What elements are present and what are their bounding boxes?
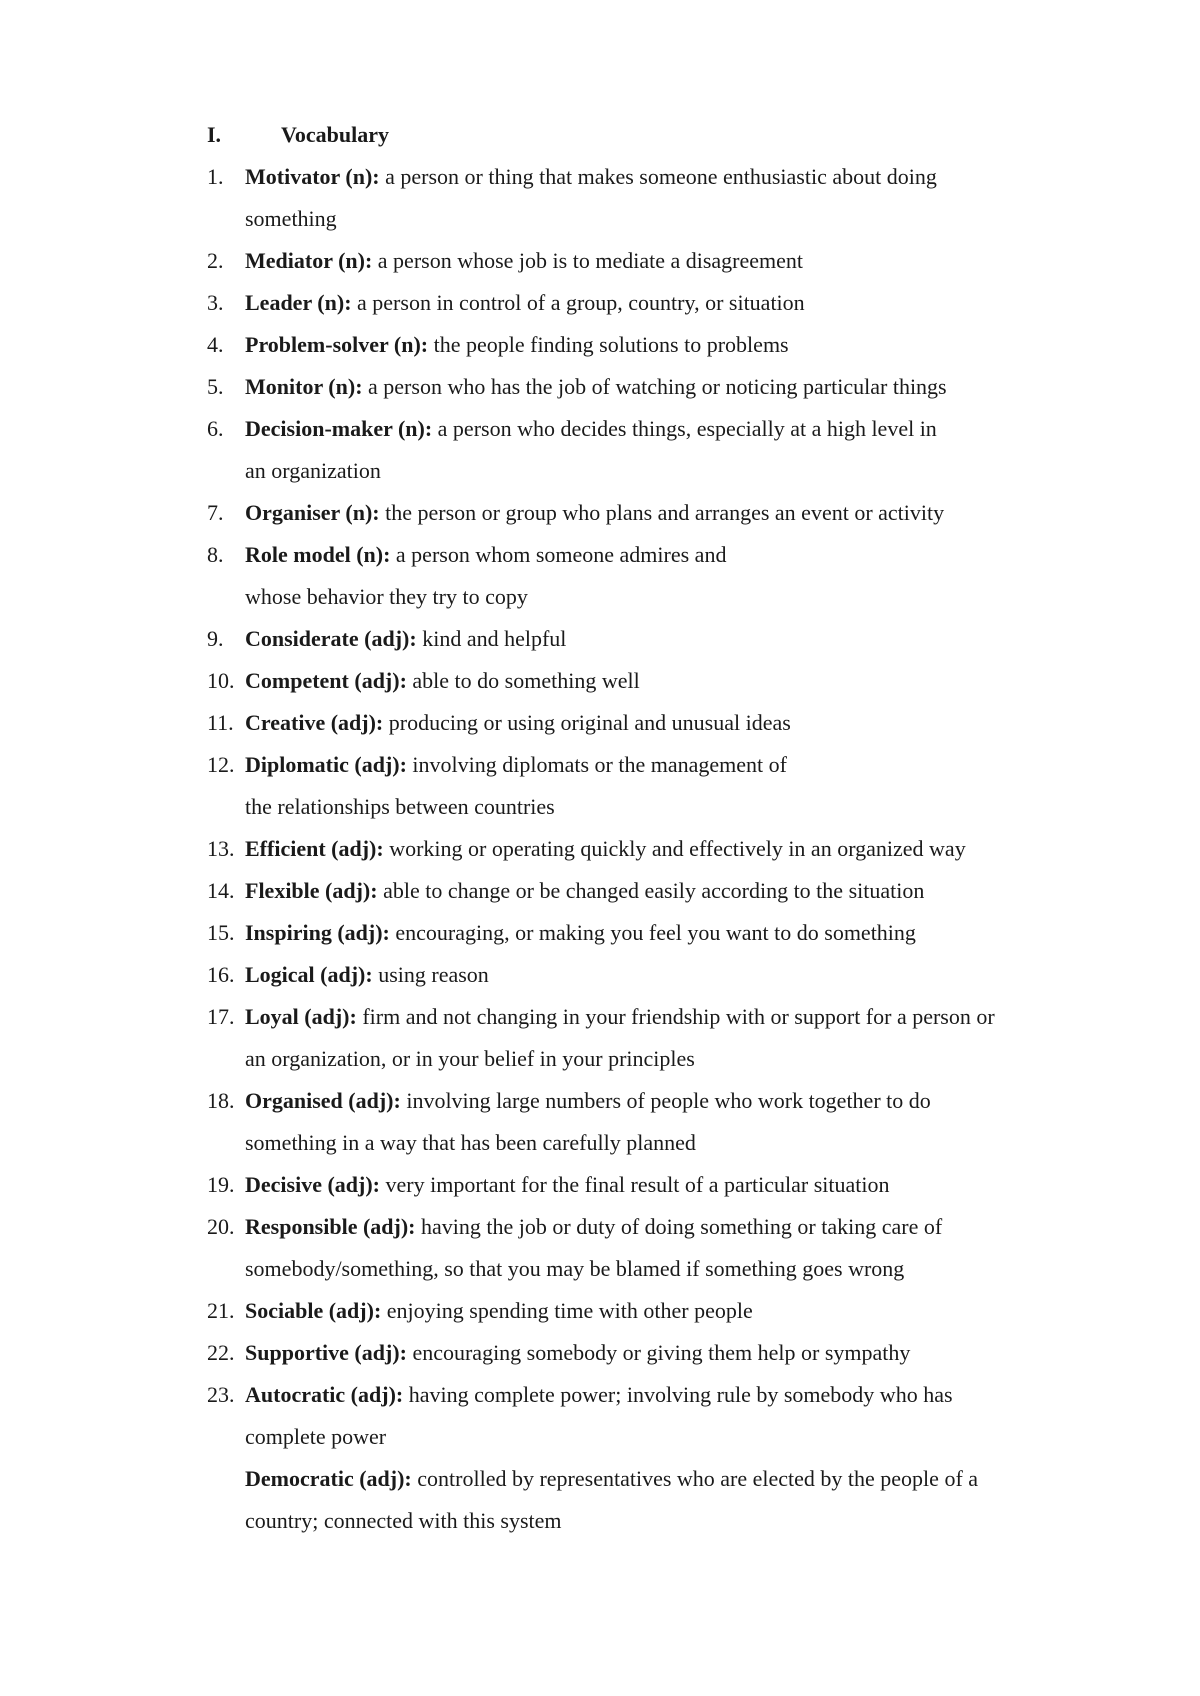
entry-line bbox=[245, 282, 1110, 324]
vocabulary-entry bbox=[0, 996, 1200, 1080]
entry-line bbox=[245, 156, 1110, 198]
entry-definition: working or operating quickly and effectively in an organized way bbox=[383, 836, 966, 861]
entry-term: Sociable (adj): bbox=[245, 1298, 382, 1323]
section-title: Vocabulary bbox=[281, 122, 389, 147]
vocabulary-entry bbox=[0, 324, 1200, 366]
entry-term: Role model (n): bbox=[245, 542, 391, 567]
entry-definition: having the job or duty of doing something or taking care of bbox=[415, 1214, 943, 1239]
vocabulary-entry bbox=[0, 366, 1200, 408]
entry-definition: encouraging, or making you feel you want to do something bbox=[389, 920, 916, 945]
entry-number: 8. bbox=[207, 542, 224, 567]
entry-number: 16. bbox=[207, 962, 235, 987]
vocabulary-entry bbox=[0, 156, 1200, 240]
entry-line bbox=[245, 996, 1110, 1038]
entry-line bbox=[245, 786, 1110, 828]
entry-term: Decisive (adj): bbox=[245, 1172, 381, 1197]
entry-definition: an organization, or in your belief in your principles bbox=[245, 1046, 695, 1071]
entry-term: Decision-maker (n): bbox=[245, 416, 433, 441]
entry-number: 12. bbox=[207, 752, 235, 777]
entry-term: Efficient (adj): bbox=[245, 836, 384, 861]
entry-definition: somebody/something, so that you may be blamed if something goes wrong bbox=[245, 1256, 905, 1281]
entry-definition: firm and not changing in your friendship with or support for a person or bbox=[356, 1004, 995, 1029]
entry-definition: country; connected with this system bbox=[245, 1508, 562, 1533]
vocabulary-list bbox=[0, 156, 1200, 1542]
entry-term: Organised (adj): bbox=[245, 1088, 401, 1113]
vocabulary-entry bbox=[0, 912, 1200, 954]
entry-line bbox=[245, 408, 1110, 450]
entry-line bbox=[245, 576, 1110, 618]
entry-term: Motivator (n): bbox=[245, 164, 380, 189]
entry-term: Logical (adj): bbox=[245, 962, 373, 987]
entry-number: 10. bbox=[207, 668, 235, 693]
entry-definition: something bbox=[245, 206, 337, 231]
entry-line bbox=[245, 1416, 1110, 1458]
vocabulary-entry bbox=[0, 408, 1200, 492]
entry-number: 4. bbox=[207, 332, 224, 357]
vocabulary-entry bbox=[0, 1206, 1200, 1290]
entry-line bbox=[245, 1206, 1110, 1248]
entry-term: Mediator (n): bbox=[245, 248, 373, 273]
entry-definition: a person whom someone admires and bbox=[390, 542, 727, 567]
entry-definition: a person whose job is to mediate a disagreement bbox=[372, 248, 804, 273]
entry-definition: involving large numbers of people who work together to do bbox=[400, 1088, 931, 1113]
entry-term: Supportive (adj): bbox=[245, 1340, 407, 1365]
vocabulary-entry bbox=[0, 660, 1200, 702]
entry-number: 17. bbox=[207, 1004, 235, 1029]
entry-term: Flexible (adj): bbox=[245, 878, 378, 903]
vocabulary-entry bbox=[0, 870, 1200, 912]
entry-line bbox=[245, 1080, 1110, 1122]
entry-definition: enjoying spending time with other people bbox=[381, 1298, 753, 1323]
entry-line bbox=[245, 1374, 1110, 1416]
entry-line bbox=[245, 660, 1110, 702]
vocabulary-entry bbox=[0, 1080, 1200, 1164]
entry-line bbox=[245, 492, 1110, 534]
entry-definition: a person who decides things, especially at a high level in bbox=[432, 416, 937, 441]
vocabulary-entry bbox=[0, 744, 1200, 828]
entry-line bbox=[245, 450, 1110, 492]
entry-number: 18. bbox=[207, 1088, 235, 1113]
entry-number: 2. bbox=[207, 248, 224, 273]
entry-number: 3. bbox=[207, 290, 224, 315]
entry-definition: something in a way that has been carefully planned bbox=[245, 1130, 696, 1155]
entry-line bbox=[245, 1458, 1110, 1500]
entry-line bbox=[245, 1038, 1110, 1080]
entry-line bbox=[245, 828, 1110, 870]
vocabulary-entry bbox=[0, 534, 1200, 618]
section-number: I. bbox=[207, 122, 222, 147]
entry-definition: a person who has the job of watching or noticing particular things bbox=[362, 374, 947, 399]
entry-term: Responsible (adj): bbox=[245, 1214, 416, 1239]
entry-line bbox=[245, 1122, 1110, 1164]
entry-line bbox=[245, 618, 1110, 660]
entry-definition: controlled by representatives who are elected by the people of a bbox=[411, 1466, 979, 1491]
entry-number: 1. bbox=[207, 164, 224, 189]
entry-line bbox=[245, 870, 1110, 912]
section-heading bbox=[207, 114, 389, 156]
entry-line bbox=[245, 534, 1110, 576]
entry-number: 7. bbox=[207, 500, 224, 525]
entry-number: 5. bbox=[207, 374, 224, 399]
entry-line bbox=[245, 366, 1110, 408]
entry-number: 20. bbox=[207, 1214, 235, 1239]
entry-definition: a person in control of a group, country, or situation bbox=[351, 290, 805, 315]
entry-definition: producing or using original and unusual ideas bbox=[383, 710, 791, 735]
entry-term: Problem-solver (n): bbox=[245, 332, 429, 357]
entry-definition: kind and helpful bbox=[416, 626, 567, 651]
entry-line bbox=[245, 912, 1110, 954]
entry-definition: using reason bbox=[372, 962, 489, 987]
entry-term: Monitor (n): bbox=[245, 374, 363, 399]
entry-line bbox=[245, 1164, 1110, 1206]
entry-term: Loyal (adj): bbox=[245, 1004, 357, 1029]
entry-definition: involving diplomats or the management of bbox=[406, 752, 787, 777]
vocabulary-entry bbox=[0, 828, 1200, 870]
entry-definition: whose behavior they try to copy bbox=[245, 584, 528, 609]
entry-number: 21. bbox=[207, 1298, 235, 1323]
entry-number: 6. bbox=[207, 416, 224, 441]
entry-term: Inspiring (adj): bbox=[245, 920, 390, 945]
vocabulary-entry bbox=[0, 492, 1200, 534]
entry-definition: able to do something well bbox=[406, 668, 640, 693]
vocabulary-entry bbox=[0, 1290, 1200, 1332]
vocabulary-entry bbox=[0, 282, 1200, 324]
vocabulary-entry bbox=[0, 1374, 1200, 1458]
entry-definition: very important for the final result of a particular situation bbox=[380, 1172, 890, 1197]
entry-line bbox=[245, 1248, 1110, 1290]
vocabulary-entry bbox=[0, 1458, 1200, 1542]
entry-line bbox=[245, 324, 1110, 366]
entry-number: 23. bbox=[207, 1382, 235, 1407]
entry-number: 14. bbox=[207, 878, 235, 903]
entry-number: 11. bbox=[207, 710, 234, 735]
entry-definition: the person or group who plans and arranges an event or activity bbox=[379, 500, 945, 525]
entry-number: 15. bbox=[207, 920, 235, 945]
entry-term: Autocratic (adj): bbox=[245, 1382, 404, 1407]
entry-term: Organiser (n): bbox=[245, 500, 380, 525]
entry-number: 19. bbox=[207, 1172, 235, 1197]
entry-term: Creative (adj): bbox=[245, 710, 384, 735]
entry-line bbox=[245, 1290, 1110, 1332]
entry-definition: an organization bbox=[245, 458, 381, 483]
entry-line bbox=[245, 702, 1110, 744]
entry-definition: the people finding solutions to problems bbox=[428, 332, 789, 357]
entry-term: Diplomatic (adj): bbox=[245, 752, 407, 777]
entry-definition: encouraging somebody or giving them help or sympathy bbox=[406, 1340, 911, 1365]
entry-definition: complete power bbox=[245, 1424, 387, 1449]
entry-definition: a person or thing that makes someone enthusiastic about doing bbox=[379, 164, 937, 189]
entry-definition: having complete power; involving rule by somebody who has bbox=[403, 1382, 953, 1407]
entry-term: Democratic (adj): bbox=[245, 1466, 412, 1491]
entry-definition: able to change or be changed easily according to the situation bbox=[377, 878, 925, 903]
entry-line bbox=[245, 954, 1110, 996]
entry-line bbox=[245, 744, 1110, 786]
entry-term: Considerate (adj): bbox=[245, 626, 417, 651]
vocabulary-entry bbox=[0, 1164, 1200, 1206]
entry-number: 13. bbox=[207, 836, 235, 861]
entry-term: Leader (n): bbox=[245, 290, 352, 315]
vocabulary-entry bbox=[0, 618, 1200, 660]
vocabulary-entry bbox=[0, 240, 1200, 282]
entry-line bbox=[245, 240, 1110, 282]
vocabulary-entry bbox=[0, 702, 1200, 744]
entry-number: 22. bbox=[207, 1340, 235, 1365]
entry-line bbox=[245, 1332, 1110, 1374]
entry-definition: the relationships between countries bbox=[245, 794, 555, 819]
vocabulary-entry bbox=[0, 954, 1200, 996]
entry-term: Competent (adj): bbox=[245, 668, 407, 693]
entry-line bbox=[245, 198, 1110, 240]
vocabulary-entry bbox=[0, 1332, 1200, 1374]
entry-number: 9. bbox=[207, 626, 224, 651]
entry-line bbox=[245, 1500, 1110, 1542]
